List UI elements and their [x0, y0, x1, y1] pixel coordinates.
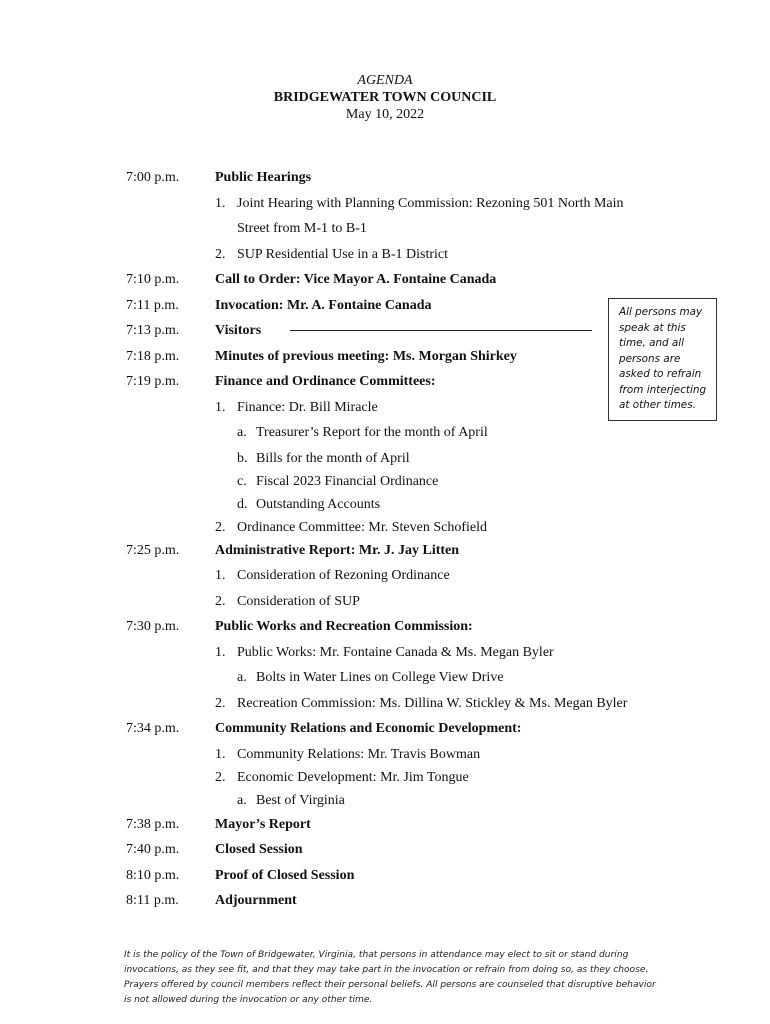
item-title: Community Relations and Economic Development:	[215, 721, 522, 736]
list-subitem	[0, 791, 770, 815]
list-item	[0, 745, 770, 768]
list-subitem	[0, 423, 770, 449]
agenda-item-proof-closed-session	[0, 866, 770, 892]
item-letter: b.	[237, 450, 248, 466]
item-number: 2.	[215, 695, 226, 711]
item-time: 7:40 p.m.	[126, 842, 180, 857]
visitors-note-box: All persons may speak at this time, and all persons are asked to refrain from interjecting at other times.	[608, 298, 717, 421]
item-text: Bills for the month of April	[256, 450, 410, 466]
item-number: 1.	[215, 746, 226, 762]
item-text: Public Works: Mr. Fontaine Canada & Ms. Megan Byler	[237, 644, 554, 660]
agenda-item-community	[0, 719, 770, 745]
item-letter: a.	[237, 670, 247, 685]
item-title: Minutes of previous meeting: Ms. Morgan Shirkey	[215, 348, 517, 364]
item-title: Finance and Ordinance Committees:	[215, 374, 436, 389]
item-number: 1.	[215, 195, 226, 211]
item-time: 7:25 p.m.	[126, 542, 180, 558]
item-time: 7:19 p.m.	[126, 374, 180, 389]
item-text: Treasurer’s Report for the month of April	[256, 425, 488, 440]
visitors-divider-line	[290, 330, 592, 331]
list-item	[0, 643, 770, 669]
item-text: Consideration of Rezoning Ordinance	[237, 568, 450, 583]
item-time: 8:10 p.m.	[126, 867, 180, 883]
item-text: Street from M-1 to B-1	[237, 221, 367, 236]
item-text: Best of Virginia	[256, 792, 345, 808]
agenda-list	[0, 168, 770, 917]
agenda-item-mayors-report	[0, 815, 770, 841]
item-number: 2.	[215, 519, 226, 535]
agenda-item-public-works	[0, 617, 770, 643]
item-title: Public Works and Recreation Commission:	[215, 619, 473, 634]
item-text: Community Relations: Mr. Travis Bowman	[237, 746, 481, 762]
item-title: Invocation: Mr. A. Fontaine Canada	[215, 297, 432, 313]
item-time: 7:18 p.m.	[126, 348, 180, 364]
item-text: SUP Residential Use in a B-1 District	[237, 246, 449, 262]
item-number: 2.	[215, 593, 226, 609]
item-title: Call to Order: Vice Mayor A. Fontaine Canada	[215, 272, 497, 287]
item-title: Adjournment	[215, 893, 297, 908]
list-item	[0, 694, 770, 720]
item-text: Joint Hearing with Planning Commission: Rezoning 501 North Main	[237, 195, 624, 211]
item-text: Consideration of SUP	[237, 593, 360, 609]
item-letter: c.	[237, 473, 247, 489]
agenda-item-closed-session	[0, 840, 770, 866]
item-text: Outstanding Accounts	[256, 496, 381, 512]
item-text: Fiscal 2023 Financial Ordinance	[256, 473, 439, 489]
list-subitem	[0, 472, 770, 495]
list-subitem	[0, 668, 770, 694]
agenda-item-adjournment	[0, 891, 770, 917]
item-time: 7:13 p.m.	[126, 323, 180, 338]
item-time: 7:38 p.m.	[126, 816, 180, 832]
document-header	[0, 72, 770, 123]
item-time: 7:30 p.m.	[126, 619, 180, 634]
item-letter: a.	[237, 792, 247, 808]
meeting-date: May 10, 2022	[345, 107, 425, 122]
item-title: Public Hearings	[215, 170, 312, 185]
item-number: 2.	[215, 246, 226, 262]
list-item	[0, 566, 770, 592]
item-time: 7:00 p.m.	[126, 170, 180, 185]
list-subitem	[0, 449, 770, 472]
list-item	[0, 245, 770, 271]
item-text: Recreation Commission: Ms. Dillina W. Stickley & Ms. Megan Byler	[237, 695, 628, 711]
list-subitem	[0, 495, 770, 518]
item-time: 8:11 p.m.	[126, 893, 179, 908]
item-title: Proof of Closed Session	[215, 867, 355, 883]
council-name: BRIDGEWATER TOWN COUNCIL	[273, 90, 497, 105]
invocation-policy-footer: It is the policy of the Town of Bridgewater, Virginia, that persons in attendance may elect to sit or stand during invocations, as they see fit, and that they may take part in the invocation or refrain from doing so, as they choose. Prayers offered by council members reflect their personal beliefs. All persons are counseled that disruptive behavior is not allowed during the invocation or any other time.	[124, 950, 656, 1005]
agenda-item-call-to-order	[0, 270, 770, 296]
item-letter: a.	[237, 425, 247, 440]
list-item	[0, 592, 770, 618]
item-text: Finance: Dr. Bill Miracle	[237, 399, 378, 415]
item-text: Ordinance Committee: Mr. Steven Schofield	[237, 519, 488, 535]
list-item-continuation	[0, 219, 770, 245]
list-item	[0, 194, 770, 220]
item-time: 7:34 p.m.	[126, 721, 180, 736]
list-item	[0, 768, 770, 791]
item-text: Bolts in Water Lines on College View Drive	[256, 670, 504, 685]
item-number: 1.	[215, 644, 226, 660]
list-item	[0, 518, 770, 541]
item-letter: d.	[237, 496, 248, 512]
item-time: 7:10 p.m.	[126, 272, 180, 287]
agenda-item-administrative	[0, 541, 770, 567]
item-number: 1.	[215, 568, 226, 583]
item-title: Mayor’s Report	[215, 816, 311, 832]
agenda-item-public-hearings	[0, 168, 770, 194]
item-title: Visitors	[215, 323, 262, 338]
item-number: 2.	[215, 769, 226, 785]
item-number: 1.	[215, 399, 226, 415]
item-time: 7:11 p.m.	[126, 297, 179, 313]
item-text: Economic Development: Mr. Jim Tongue	[237, 769, 469, 785]
item-title: Closed Session	[215, 842, 303, 857]
item-title: Administrative Report: Mr. J. Jay Litten	[215, 542, 460, 558]
agenda-label: AGENDA	[357, 73, 413, 88]
